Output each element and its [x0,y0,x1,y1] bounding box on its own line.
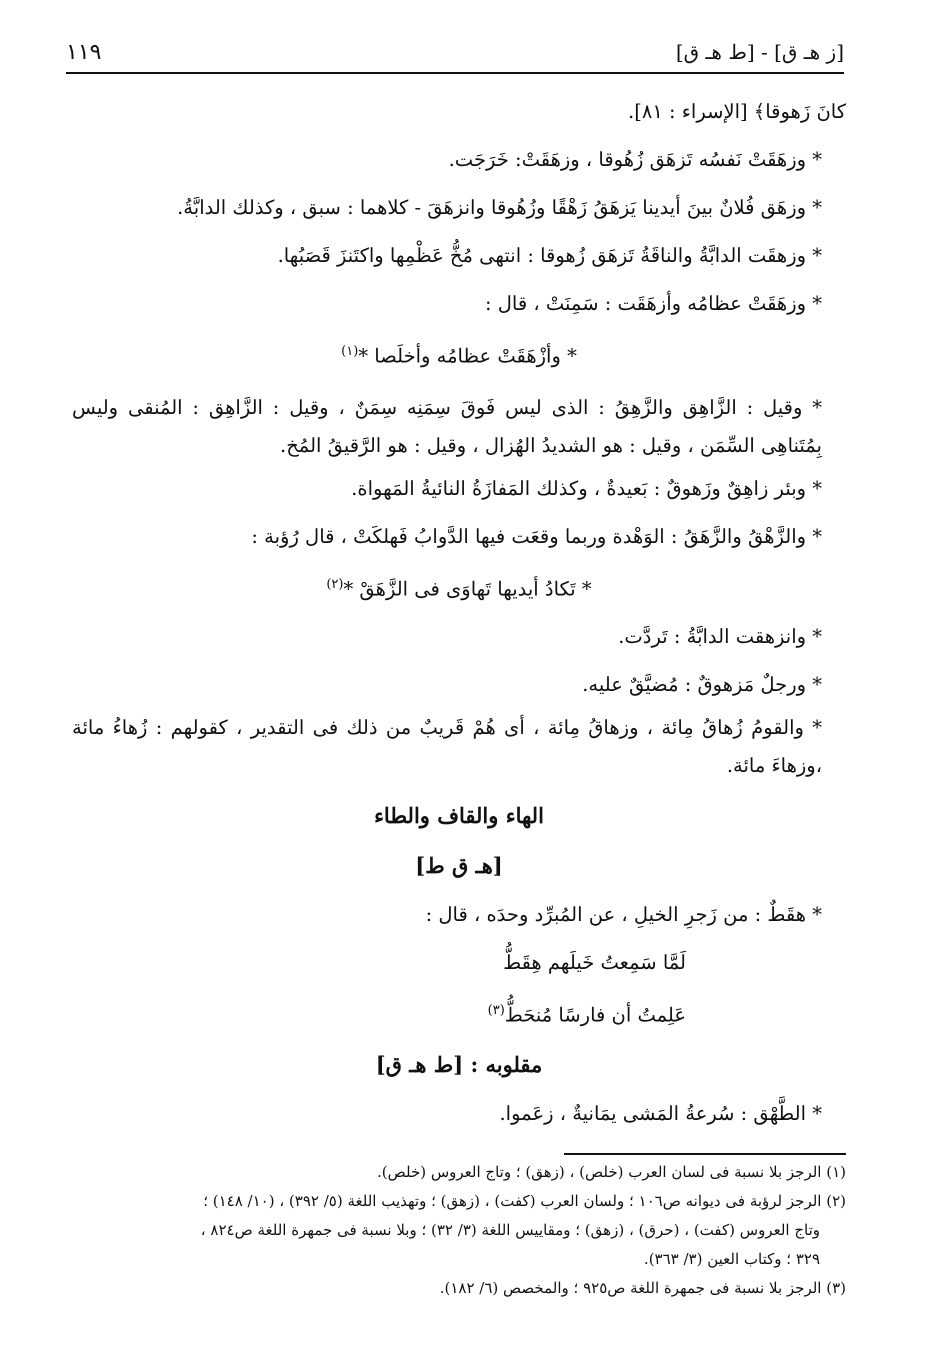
text-line: * ورجلٌ مَزهوقٌ : مُضيَّقٌ عليه. [582,673,822,696]
page-number: ١١٩ [66,40,102,65]
footnote-continuation: ٣٢٩ ؛ وكتاب العين (٣/ ٣٦٣). [643,1250,820,1268]
main-text [72,88,846,1138]
text-line: * الطَّهْق : سُرعةُ المَشى يمَانيةٌ ، زعَموا. [499,1101,822,1125]
verse-text: * تَكادُ أيديها تَهاوَى فى الزَّهَقْ * [343,577,592,600]
paragraph: * وقيل : الزَّاهِق والزَّهِقُ : الذى ليس فَوقَ سِمَنِه سِمَنٌ ، وقيل : الزَّاهِق : المُنقى وليس بِمُتَناهِى السِّمَن ، وقيل : هو الشديدُ الهُزال ، وقيل : هو الرَّقيقُ المُخ. [72,395,822,457]
footnote-divider [564,1153,846,1155]
footnote-marker: (١) [341,344,359,359]
maqlub-heading: مقلوبه : [ط هـ ق] [375,1051,543,1077]
text-line: * وبئر زاهِقٌ وزَهوقٌ : بَعيدةٌ ، وكذلك المَفازَةُ النائيةُ المَهواة. [351,476,822,500]
header-root-range: [ز هـ ق] - [ط هـ ق] [675,40,844,64]
text-line: * هقَطٌ : من زَجرِ الخيلِ ، عن المُبرِّد وحدَه ، قال : [425,903,822,926]
verse-line: لَمَّا سَمِعتُ خَيلَهم هِقَطُّ [503,951,686,974]
section-title: الهاء والقاف والطاء [374,803,544,828]
header-divider [66,72,844,74]
text-line: * والزَّهْقُ والزَّهَقُ : الوَهْدة وربما وقعَت فيها الدَّوابُ فَهلكَتْ ، قال رُؤبة : [251,524,822,548]
footnotes [72,1158,846,1303]
text-line: * وزهقَت الدابَّةُ والناقَةُ تَزهَق زُهوقا : انتهى مُخُّ عَظْمِها واكتَنزَ قَصَبُها. [277,244,822,267]
footnote-marker: (٣) [487,1003,505,1018]
footnote: (٢) الرجز لرؤبة فى ديوانه ص١٠٦ ؛ ولسان العرب (كفت) ، (زهق) ؛ وتهذيب اللغة (٥/ ٣٩٢) ، (١٠/ ١٤٨) ؛ [203,1192,846,1210]
verse-line [72,987,846,1040]
verse-line [72,328,846,381]
paragraph: * والقومُ زُهاقُ مِائة ، وزهاقُ مِائة ، أى هُمْ قَريبٌ من ذلك فى التقدير ، كقولهم : زُهاءُ مائة ،وزهاءَ مائة. [72,716,822,777]
footnote: (٣) الرجز بلا نسبة فى جمهرة اللغة ص٩٢٥ ؛ والمخصص (٦/ ١٨٢). [439,1279,846,1297]
running-header [66,40,844,68]
text-line: * وزهَقَتْ عظامُه وأزهَقَت : سَمِنَتْ ، قال : [485,292,822,315]
verse-text: عَلِمتُ أن فارسًا مُنحَطُّ [504,1003,686,1027]
footnote-continuation: وتاج العروس (كفت) ، (حرق) ، (زهق) ؛ ومقاييس اللغة (٣/ ٣٢) ؛ وبلا نسبة فى جمهرة اللغة ص٨٢٤ ، [200,1221,820,1239]
root-heading: [هـ ق ط] [415,853,503,878]
footnote: (١) الرجز بلا نسبة فى لسان العرب (خلص) ، (زهق) ؛ وتاج العروس (خلص). [376,1163,846,1181]
text-line: * وزهَقَتْ نَفسُه تَزهَق زُهُوقا ، وزهَقَتْ: خَرَجَت. [448,148,822,171]
text-line: * وزهَق فُلانٌ بينَ أيدينا يَزهَقُ زَهْقًا وزُهُوقا وانزهَقَ - كلاهما : سبق ، وكذلك الدابَّةُ. [177,196,822,219]
verse-line [72,561,846,614]
footnote-marker: (٢) [326,576,344,592]
text-line: * وانزهقت الدابَّةُ : تَردَّت. [618,625,822,648]
verse-text: * وأزْهَقَتْ عظامُه وأخلَصا * [358,344,577,368]
text-line: كانَ زَهوقا﴾ [الإسراء : ٨١]. [628,100,846,123]
